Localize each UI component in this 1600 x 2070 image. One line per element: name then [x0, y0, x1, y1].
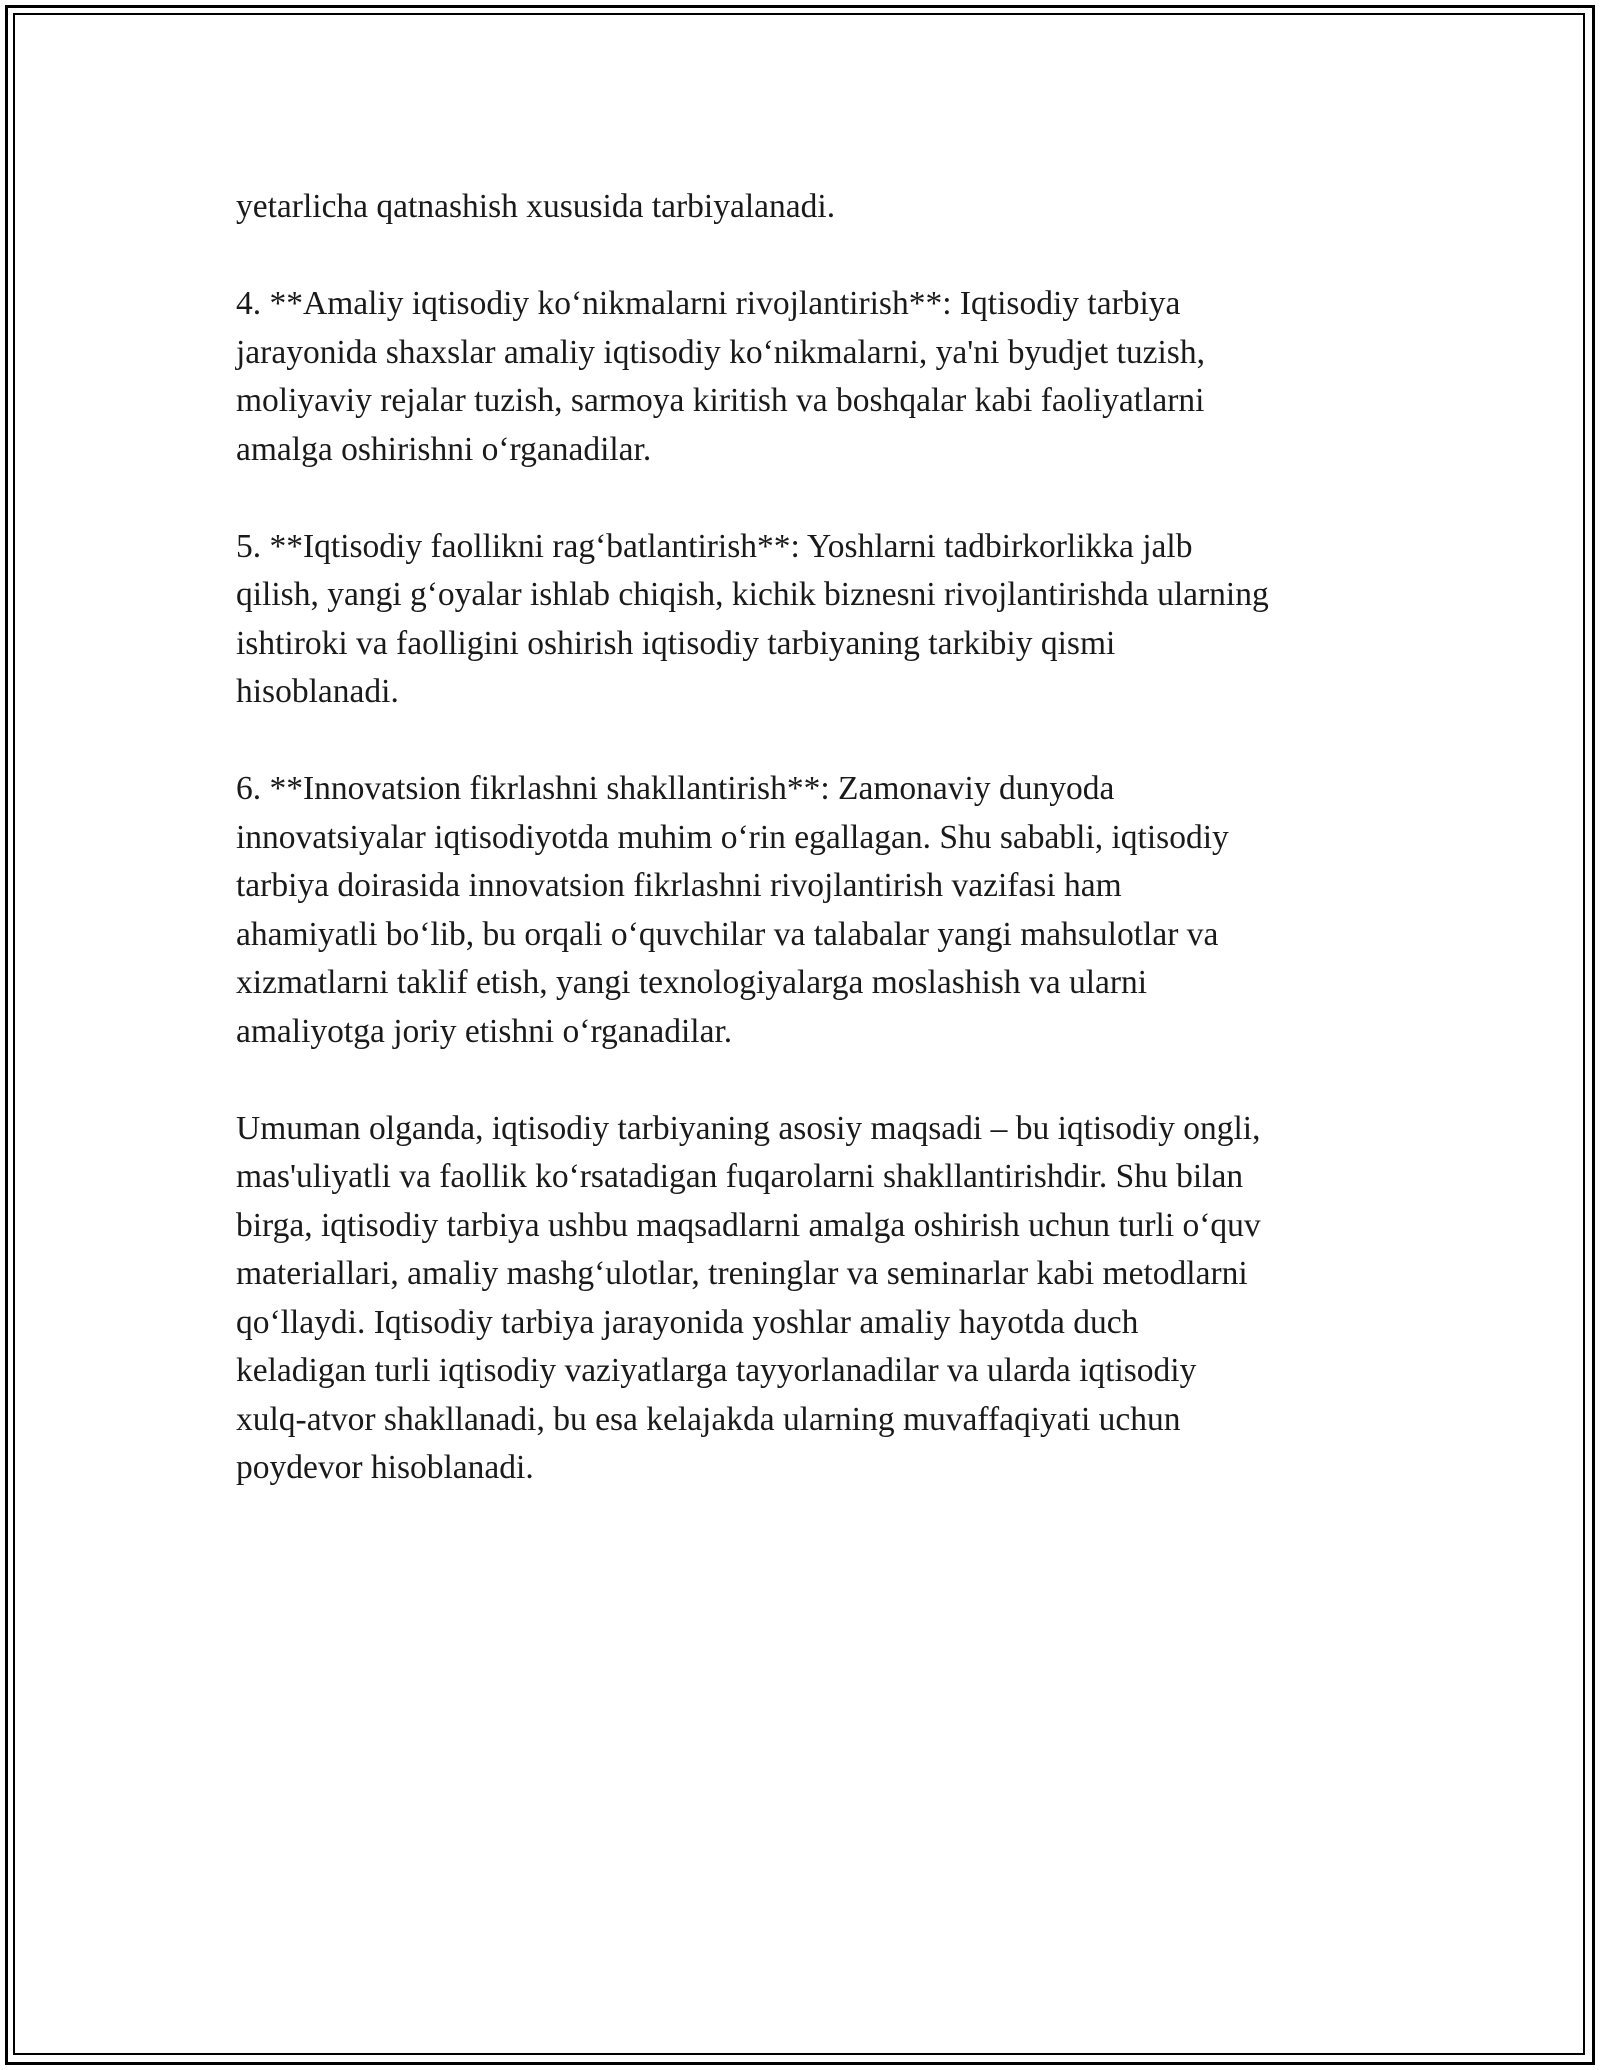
paragraph-conclusion: Umuman olganda, iqtisodiy tarbiyaning asosiy maqsadi – bu iqtisodiy ongli, mas'uliyatli va faollik ko‘rsatadigan fuqarolarni shakllantirishdir. Shu bilan birga, iqtisodiy tarbiya ushbu maqsadlarni amalga oshirish uchun turli o‘quv materiallari, amaliy mashg‘ulotlar, treninglar va seminarlar kabi metodlarni qo‘llaydi. Iqtisodiy tarbiya jarayonida yoshlar amaliy hayotda duch keladigan turli iqtisodiy vaziyatlarga tayyorlanadilar va ularda iqtisodiy xulq-atvor shakllanadi, bu esa kelajakda ularning muvaffaqiyati uchun poydevor hisoblanadi. [236, 1109, 1261, 1486]
document-body [236, 183, 1376, 1493]
paragraph-item-5: 5. **Iqtisodiy faollikni rag‘batlantirish**: Yoshlarni tadbirkorlikka jalb qilish, yangi g‘oyalar ishlab chiqish, kichik biznesni rivojlantirishda ularning ishtiroki va faolligini oshirish iqtisodiy tarbiyaning tarkibiy qismi hisoblanadi. [236, 527, 1269, 710]
paragraph-item-6: 6. **Innovatsion fikrlashni shakllantirish**: Zamonaviy dunyoda innovatsiyalar iqtisodiyotda muhim o‘rin egallagan. Shu sababli, iqtisodiy tarbiya doirasida innovatsion fikrlashni rivojlantirish vazifasi ham ahamiyatli bo‘lib, bu orqali o‘quvchilar va talabalar yangi mahsulotlar va xizmatlarni taklif etish, yangi texnologiyalarga moslashish va ularni amaliyotga joriy etishni o‘rganadilar. [236, 770, 1229, 1050]
paragraph-item-4: 4. **Amaliy iqtisodiy ko‘nikmalarni rivojlantirish**: Iqtisodiy tarbiya jarayonida shaxslar amaliy iqtisodiy ko‘nikmalarni, ya'ni byudjet tuzish, moliyaviy rejalar tuzish, sarmoya kiritish va boshqalar kabi faoliyatlarni amalga oshirishni o‘rganadilar. [236, 285, 1205, 468]
paragraph-continuation: yetarlicha qatnashish xususida tarbiyalanadi. [236, 188, 836, 225]
